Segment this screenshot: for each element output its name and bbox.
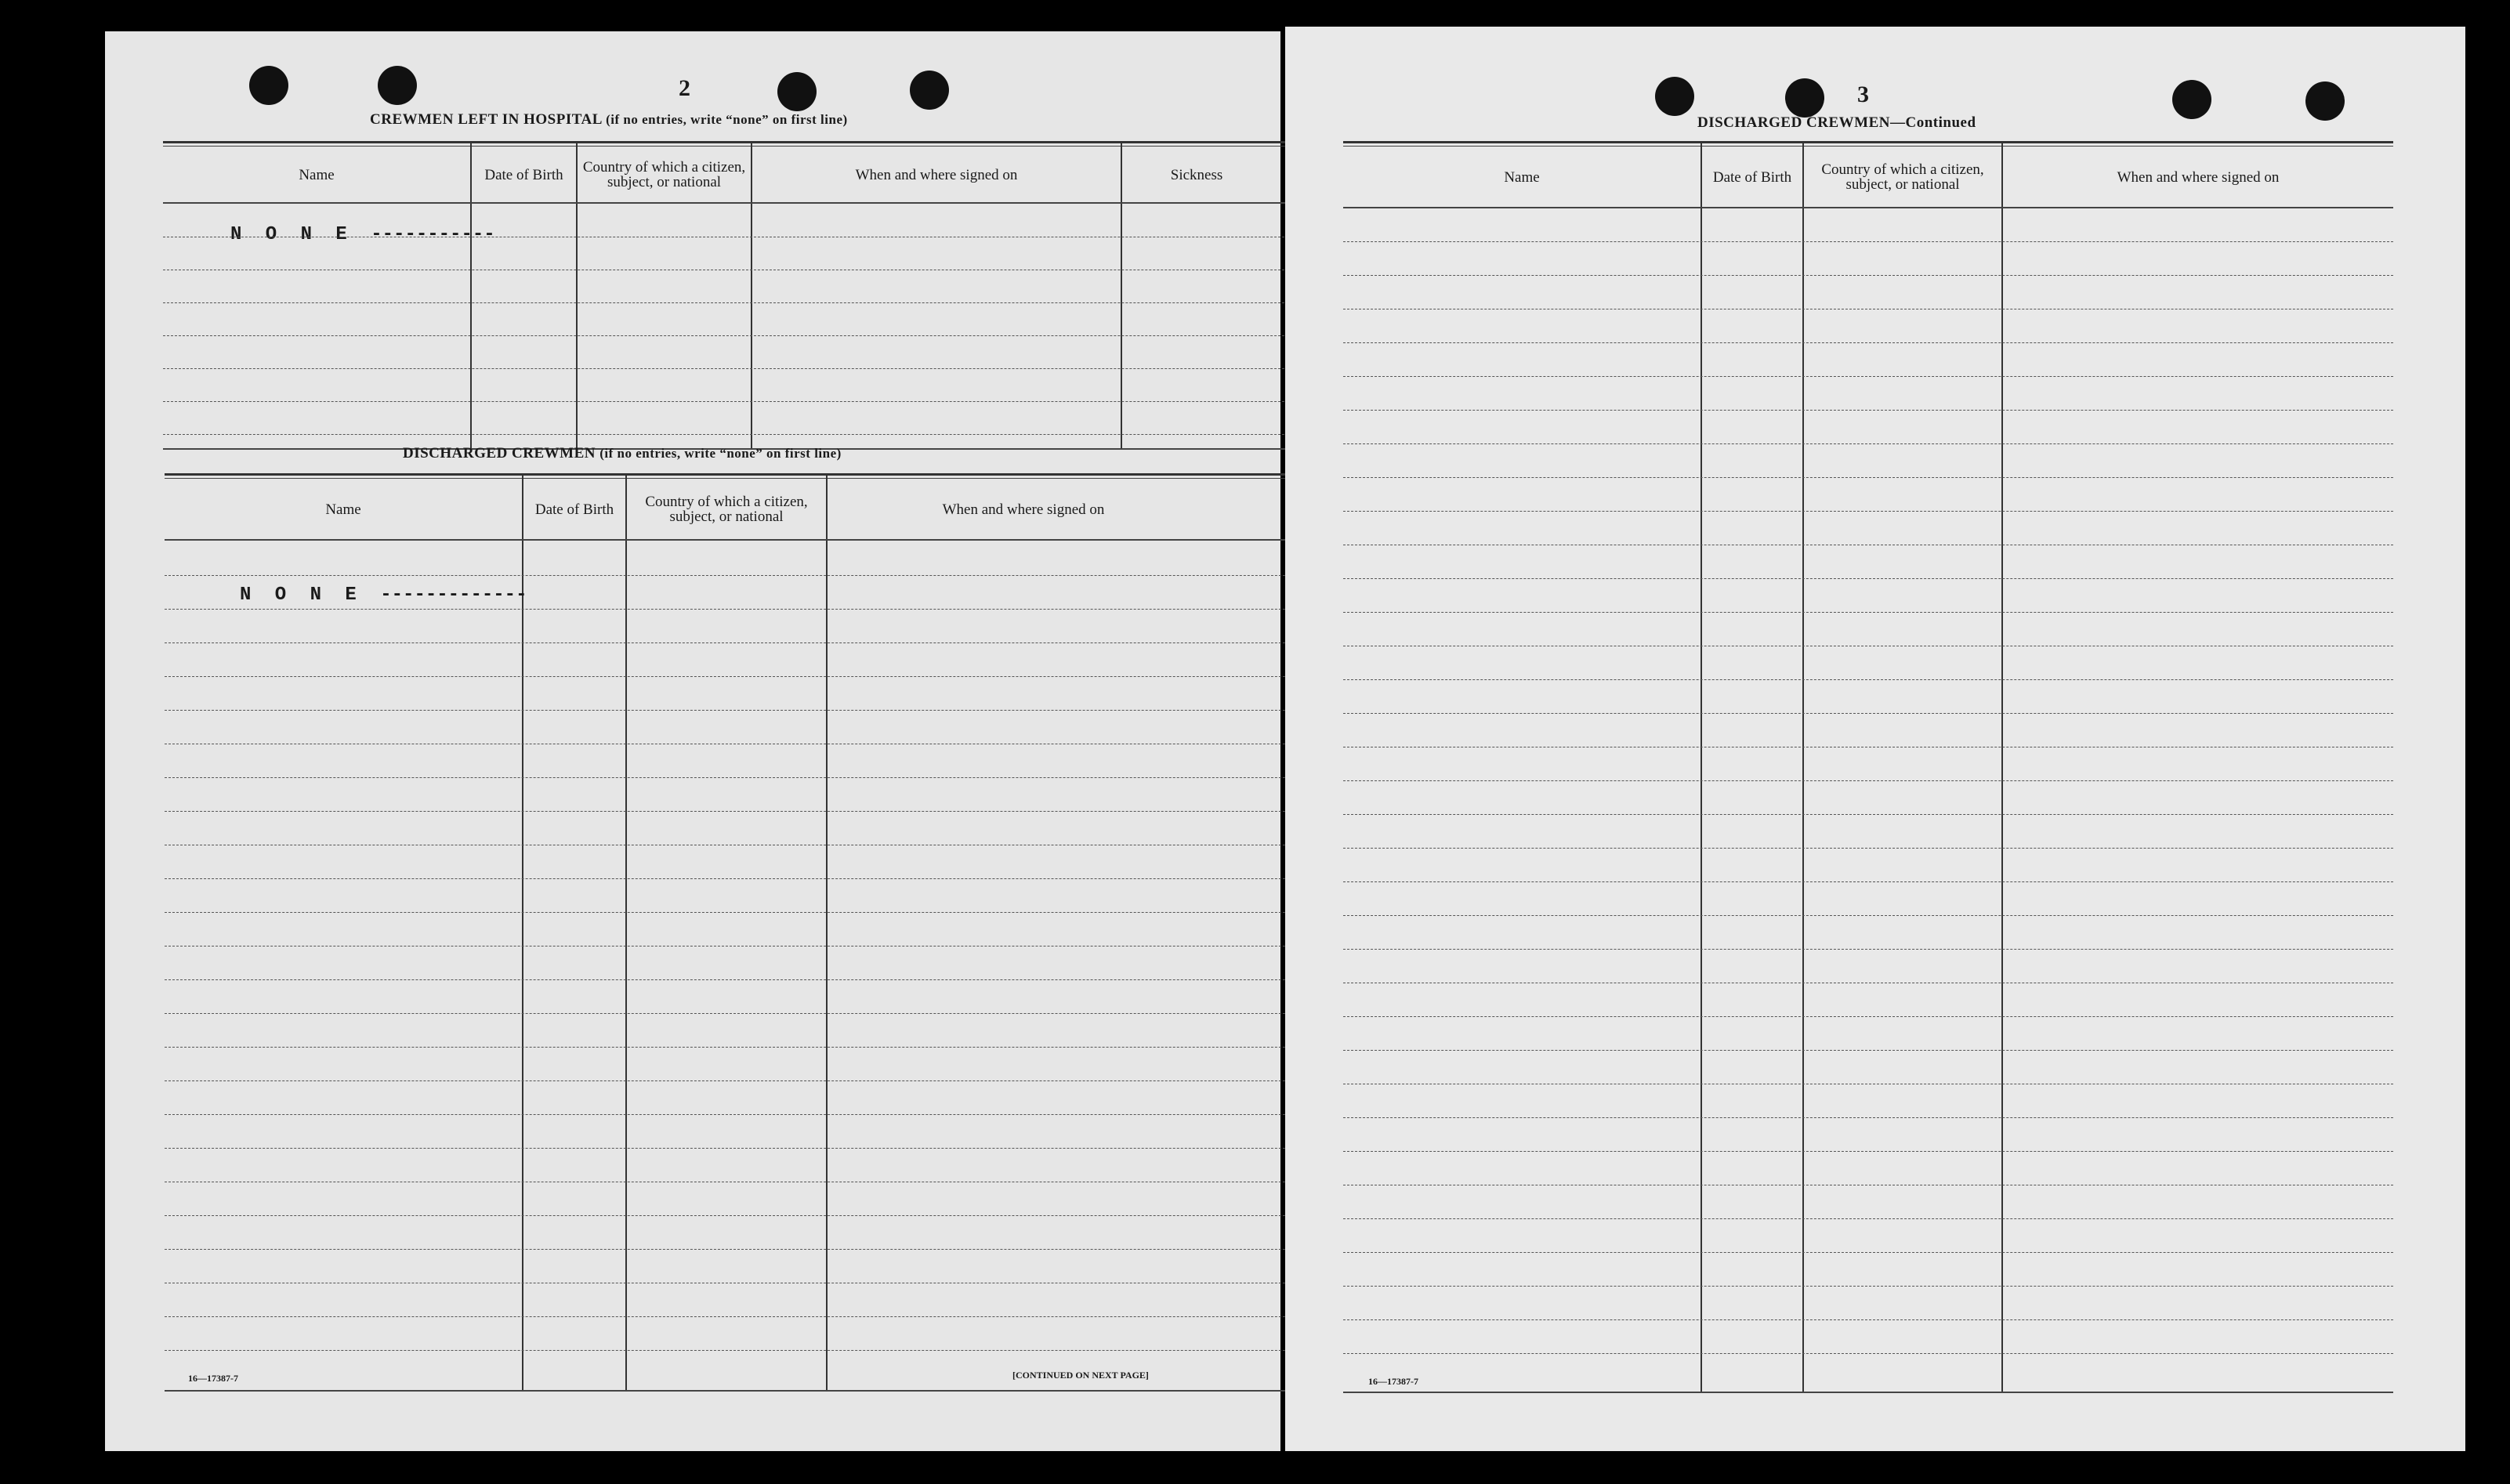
table-row-line	[1343, 275, 2393, 276]
column-header: When and where signed on	[855, 166, 1018, 183]
table-row-line	[1343, 881, 2393, 882]
table-row-line	[1343, 1353, 2393, 1354]
table-row-line	[165, 710, 1324, 711]
column-header: Country of which a citizen, subject, or national	[1821, 161, 1984, 193]
table-row-line	[165, 878, 1324, 879]
table-row-line	[1343, 511, 2393, 512]
column-header: Date of Birth	[1712, 168, 1792, 186]
none-entry: N O N E -------------	[240, 585, 527, 606]
table-row-line	[163, 434, 1320, 435]
table-row-line	[1343, 915, 2393, 916]
punch-hole-icon	[1785, 78, 1824, 118]
table-row-line	[1343, 477, 2393, 478]
table-row-line	[165, 777, 1324, 778]
table-row-line	[165, 1215, 1324, 1216]
table-row-line	[1343, 376, 2393, 377]
table-row-line	[165, 979, 1324, 980]
table-row-line	[163, 401, 1320, 402]
table-row-line	[1343, 342, 2393, 343]
column-header: Sickness	[1170, 166, 1223, 183]
table-row-line	[165, 1249, 1324, 1250]
table-row-line	[1343, 949, 2393, 950]
table-row-line	[163, 335, 1320, 336]
table-row-line	[1343, 713, 2393, 714]
table-row-line	[165, 1080, 1324, 1081]
punch-hole-icon	[2172, 80, 2211, 119]
table-row-line	[165, 912, 1324, 913]
left-page	[105, 31, 1280, 1451]
table-row-line	[1343, 241, 2393, 242]
table-row-line	[1343, 1252, 2393, 1253]
table-row-line	[165, 1047, 1324, 1048]
column-header: When and where signed on	[942, 501, 1105, 518]
table-row-line	[165, 1114, 1324, 1115]
section-title: DISCHARGED CREWMEN—Continued	[1697, 114, 1976, 131]
table-row-line	[1343, 848, 2393, 849]
right-page	[1285, 27, 2465, 1451]
none-entry: N O N E -----------	[230, 224, 495, 245]
table-row-line	[165, 811, 1324, 812]
punch-hole-icon	[249, 66, 288, 105]
table-row-line	[165, 575, 1324, 576]
table-row-line	[1343, 410, 2393, 411]
column-header: Date of Birth	[534, 501, 614, 518]
table-row-line	[165, 609, 1324, 610]
table-row-line	[1343, 578, 2393, 579]
table-row-line	[165, 676, 1324, 677]
punch-hole-icon	[777, 72, 817, 111]
table-row-line	[165, 1148, 1324, 1149]
page-number: 2	[679, 75, 690, 101]
table-row-line	[1343, 679, 2393, 680]
table-row-line	[1343, 1319, 2393, 1320]
discharged-table	[165, 473, 1324, 1398]
table-row-line	[1343, 780, 2393, 781]
table-row-line	[165, 1013, 1324, 1014]
table-row-line	[1343, 1016, 2393, 1017]
table-row-line	[163, 302, 1320, 303]
table-row-line	[1343, 1218, 2393, 1219]
punch-hole-icon	[910, 71, 949, 110]
table-row-line	[165, 1350, 1324, 1351]
table-row-line	[1343, 1117, 2393, 1118]
column-header: Country of which a citizen, subject, or national	[645, 494, 808, 525]
column-header: Name	[325, 501, 361, 518]
continued-note: [CONTINUED ON NEXT PAGE]	[1012, 1370, 1149, 1381]
column-header: Name	[1504, 168, 1540, 186]
table-row-line	[1343, 1286, 2393, 1287]
table-row-line	[165, 946, 1324, 947]
table-row-line	[165, 1316, 1324, 1317]
column-header: Country of which a citizen, subject, or national	[582, 159, 746, 190]
column-header: When and where signed on	[2117, 168, 2280, 186]
discharged-continued-table	[1343, 141, 2393, 1410]
form-number: 16—17387-7	[1368, 1376, 1418, 1387]
punch-hole-icon	[2305, 81, 2345, 121]
punch-hole-icon	[378, 66, 417, 105]
table-row-line	[1343, 443, 2393, 444]
table-row-line	[163, 368, 1320, 369]
table-row-line	[1343, 612, 2393, 613]
table-row-line	[1343, 1050, 2393, 1051]
table-row-line	[1343, 1151, 2393, 1152]
hospital-table	[163, 141, 1320, 454]
table-row-line	[165, 642, 1324, 643]
column-header: Name	[299, 166, 335, 183]
page-number: 3	[1857, 81, 1869, 107]
hospital-section-title: CREWMEN LEFT IN HOSPITAL (if no entries, write “none” on first line)	[370, 111, 848, 128]
discharged-section-title: DISCHARGED CREWMEN (if no entries, write “none” on first line)	[403, 445, 842, 461]
punch-hole-icon	[1655, 77, 1694, 116]
column-header: Date of Birth	[484, 166, 563, 183]
form-number: 16—17387-7	[188, 1373, 238, 1384]
table-row-line	[1343, 814, 2393, 815]
